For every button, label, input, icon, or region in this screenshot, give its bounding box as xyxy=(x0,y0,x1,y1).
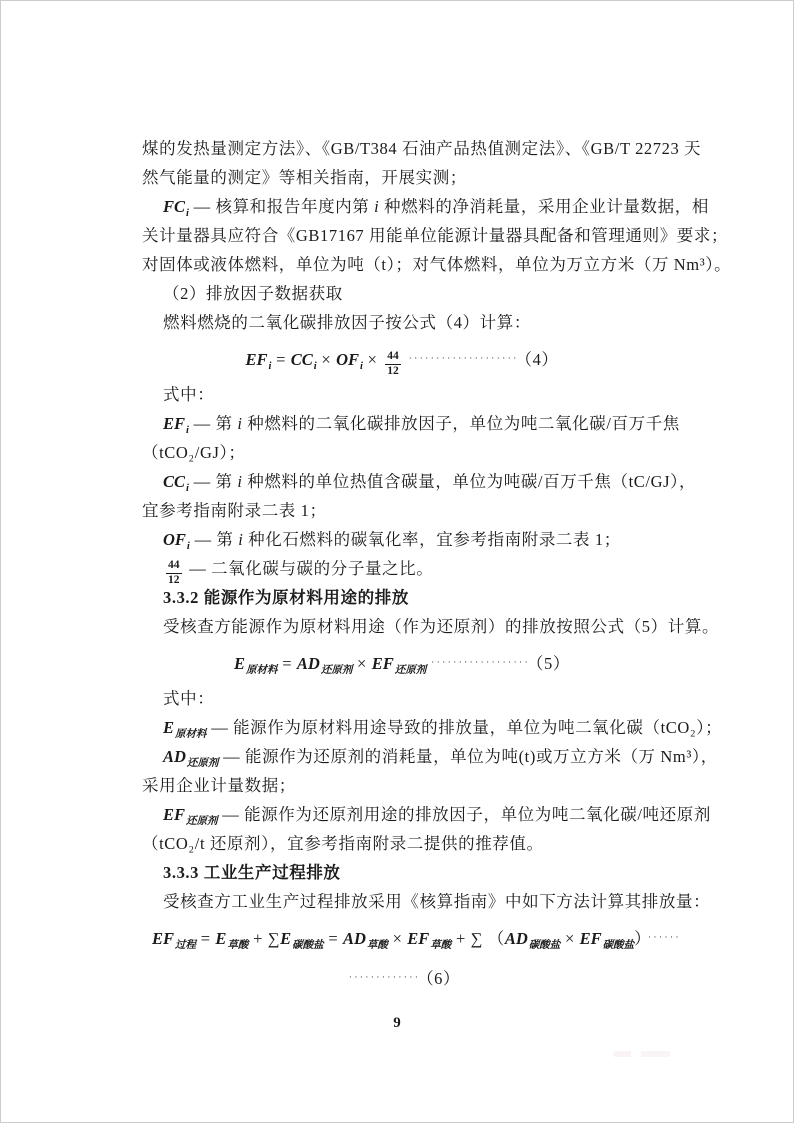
formula-line: $E_{原材料} = AD_{还原剂} \times EF_{还原剂}^{\cdot\cdot\cdot\cdot\cdot\cdot\cdot\cdot\cdot\cdot\cdot\cdot\cdot\cdot\cdot\cdot\cdot\cdot}$ （5） xyxy=(234,654,570,676)
math-variable: $E_{原材料}$ xyxy=(234,654,278,676)
text-line: 式中： xyxy=(163,689,215,708)
section-heading: 3.3.2 能源作为原材料用途的排放 xyxy=(163,588,409,607)
document-body xyxy=(142,134,732,999)
text-line: $CC_i$ — 第 i 种燃料的单位热值含碳量，单位为吨碳/百万千焦（tC/GJ）， xyxy=(163,472,697,494)
fraction: $\frac{44}{12}$ xyxy=(387,349,399,377)
dotted-leader: ·················· xyxy=(431,657,531,667)
fraction: $\frac{44}{12}$ xyxy=(168,558,180,586)
math-variable: $EF_{还原剂}$ xyxy=(371,654,427,676)
math-variable: $E_{原材料}$ xyxy=(163,718,207,740)
text-line: （tCO₂/GJ）； xyxy=(142,443,246,462)
text-line: 煤的发热量测定方法》、《GB/T384 石油产品热值测定法》、《GB/T 22723 天 xyxy=(142,139,702,158)
dotted-leader: ······ xyxy=(647,932,681,942)
text-line: $EF_{还原剂}$ — 能源作为还原剂用途的排放因子，单位为吨二氧化碳/吨还原剂 xyxy=(163,805,711,827)
text-line: 采用企业计量数据； xyxy=(142,776,296,795)
text-line: 式中： xyxy=(163,385,215,404)
text-line: 受核查方工业生产过程排放采用《核算指南》中如下方法计算其排放量： xyxy=(163,892,711,911)
math-variable: $CC_i$ xyxy=(290,350,317,372)
math-variable: $AD_{还原剂}$ xyxy=(163,747,219,769)
math-variable: $OF_i$ xyxy=(336,350,363,372)
formula-line: ············· （6） xyxy=(348,969,461,988)
dotted-leader: ···················· xyxy=(408,353,519,363)
text-line: 宜参考指南附录二表 1； xyxy=(142,501,327,520)
math-variable: $EF_i$ xyxy=(245,350,272,372)
formula-line: $EF_{过程} = E_{草酸} + \sum E_{碳酸盐} = AD_{草酸} \times EF_{草酸}$ + ∑ $(AD_{碳酸盐} \times EF_{碳酸盐})$ ······ xyxy=(152,929,681,951)
math-variable: $EF_{碳酸盐}$ xyxy=(579,929,635,951)
text-line: 燃料燃烧的二氧化碳排放因子按公式（4）计算： xyxy=(163,313,531,332)
text-line: $\frac{44}{12}$ — 二氧化碳与碳的分子量之比。 xyxy=(168,558,434,586)
page-number: 9 xyxy=(393,1015,401,1031)
text-line: 关计量器具应符合《GB17167 用能单位能源计量器具配备和管理通则》要求； xyxy=(142,226,729,245)
text-line: 受核查方能源作为原材料用途（作为还原剂）的排放按照公式（5）计算。 xyxy=(163,617,720,636)
math-variable: $OF_i$ xyxy=(163,530,190,552)
text-line: $EF_i$ — 第 i 种燃料的二氧化碳排放因子，单位为吨二氧化碳/百万千焦 xyxy=(163,414,680,436)
text-line: 对固体或液体燃料，单位为吨（t）；对气体燃料，单位为万立方米（万 Nm³）。 xyxy=(142,255,732,274)
math-variable: $AD_{碳酸盐}$ xyxy=(504,929,561,951)
text-line: （2）排放因子数据获取 xyxy=(163,284,343,303)
text-line: $AD_{还原剂}$ — 能源作为还原剂的消耗量，单位为吨(t)或万立方米（万 Nm³）， xyxy=(163,747,718,769)
math-variable: $EF_{草酸}$ xyxy=(407,929,452,951)
math-variable: $E_{碳酸盐}$ xyxy=(280,929,324,951)
text-line: （tCO₂/t 还原剂），宜参考指南附录二提供的推荐值。 xyxy=(142,834,544,853)
math-variable: $EF_{还原剂}$ xyxy=(163,805,218,827)
dotted-leader: ············· xyxy=(348,972,421,982)
text-line: $OF_i$ — 第 i 种化石燃料的碳氧化率，宜参考指南附录二表 1； xyxy=(163,530,621,552)
scan-artifact xyxy=(613,1051,671,1057)
text-line: $E_{原材料}$ — 能源作为原材料用途导致的排放量，单位为吨二氧化碳（tCO₂）； xyxy=(163,718,723,740)
math-variable: $AD_{还原剂}$ xyxy=(296,654,353,676)
text-line: $FC_i$ — 核算和报告年度内第 i 种燃料的净消耗量，采用企业计量数据，相 xyxy=(163,197,709,219)
math-variable: $AD_{草酸}$ xyxy=(342,929,388,951)
math-variable: $CC_i$ xyxy=(163,472,189,494)
math-variable: $E_{草酸}$ xyxy=(215,929,249,951)
formula-line: $EF_i = CC_i \times OF_i$ × $\frac{44}{12}$ ···················· （4） xyxy=(245,349,559,377)
math-variable: $EF_{过程}$ xyxy=(152,929,197,951)
text-line: 然气能量的测定》等相关指南，开展实测； xyxy=(142,168,467,187)
math-variable: $FC_i$ xyxy=(163,197,189,219)
math-variable: $EF_i$ xyxy=(163,414,189,436)
section-heading: 3.3.3 工业生产过程排放 xyxy=(163,863,341,882)
